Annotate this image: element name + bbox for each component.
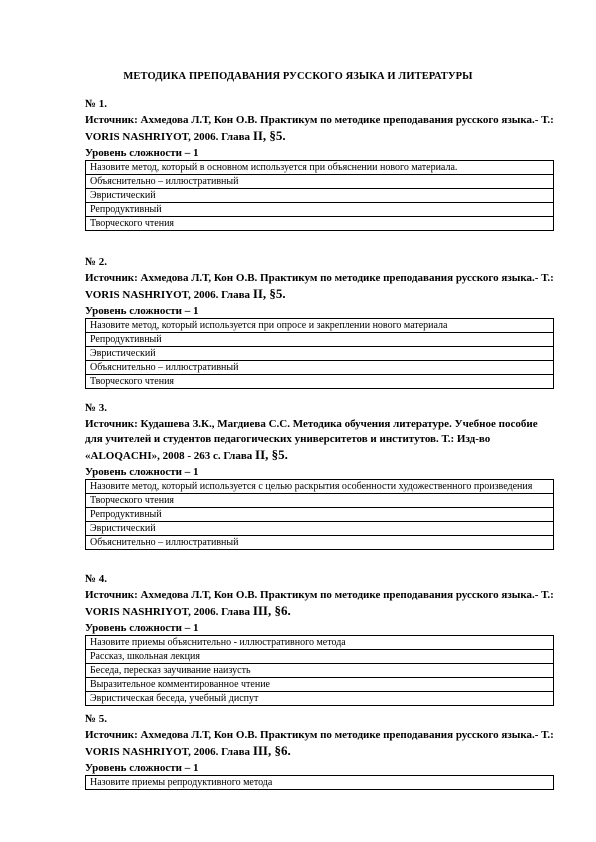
chapter-ref: III, §6. bbox=[252, 603, 291, 618]
answer-table bbox=[85, 635, 554, 706]
question-block-5 bbox=[85, 712, 555, 790]
answer-option[interactable]: Репродуктивный bbox=[86, 203, 554, 217]
question-text: Назовите приемы репродуктивного метода bbox=[86, 776, 554, 790]
chapter-ref: II, §5. bbox=[255, 447, 288, 462]
question-source: Источник: Ахмедова Л.Т, Кон О.В. Практикум по методике преподавания русского языка.- Т.: VORIS NASHRIYOT, 2006. Глава II, §5. bbox=[85, 272, 554, 301]
answer-option[interactable]: Репродуктивный bbox=[86, 508, 554, 522]
answer-option[interactable]: Объяснительно – иллюстративный bbox=[86, 536, 554, 550]
question-block-2 bbox=[85, 255, 555, 389]
answer-option[interactable]: Эвристическая беседа, учебный диспут bbox=[86, 692, 554, 706]
answer-option[interactable]: Эвристический bbox=[86, 347, 554, 361]
answer-option[interactable]: Репродуктивный bbox=[86, 333, 554, 347]
answer-option[interactable]: Эвристический bbox=[86, 522, 554, 536]
answer-table bbox=[85, 775, 554, 790]
question-text: Назовите метод, который используется с целью раскрытия особенности художественного произведения bbox=[86, 480, 554, 494]
question-source: Источник: Ахмедова Л.Т, Кон О.В. Практикум по методике преподавания русского языка.- Т.: VORIS NASHRIYOT, 2006. Глава III, §6. bbox=[85, 729, 554, 758]
question-source: Источник: Ахмедова Л.Т, Кон О.В. Практикум по методике преподавания русского языка.- Т.: VORIS NASHRIYOT, 2006. Глава II, §5. bbox=[85, 114, 554, 143]
answer-table bbox=[85, 479, 554, 550]
answer-table bbox=[85, 160, 554, 231]
difficulty-level: Уровень сложности – 1 bbox=[85, 622, 199, 634]
answer-option[interactable]: Творческого чтения bbox=[86, 375, 554, 389]
question-number: № 3. bbox=[85, 402, 108, 414]
answer-table bbox=[85, 318, 554, 389]
difficulty-level: Уровень сложности – 1 bbox=[85, 762, 199, 774]
answer-option[interactable]: Объяснительно – иллюстративный bbox=[86, 175, 554, 189]
question-block-3 bbox=[85, 401, 555, 550]
chapter-ref: III, §6. bbox=[252, 743, 291, 758]
question-number: № 5. bbox=[85, 713, 108, 725]
difficulty-level: Уровень сложности – 1 bbox=[85, 147, 199, 159]
difficulty-level: Уровень сложности – 1 bbox=[85, 466, 199, 478]
question-number: № 1. bbox=[85, 98, 108, 110]
answer-option[interactable]: Творческого чтения bbox=[86, 494, 554, 508]
question-source: Источник: Кудашева З.К., Магдиева С.С. Методика обучения литературе. Учебное пособие для учителей и студентов педагогических университетов и институтов. Т.: Изд-во «ALOQACHI», 2008 - 263 с. Глава II, §5. bbox=[85, 418, 538, 462]
question-block-1 bbox=[85, 97, 555, 231]
answer-option[interactable]: Беседа, пересказ заучивание наизусть bbox=[86, 664, 554, 678]
question-text: Назовите метод, который используется при опросе и закреплении нового материала bbox=[86, 319, 554, 333]
answer-option[interactable]: Рассказ, школьная лекция bbox=[86, 650, 554, 664]
question-number: № 2. bbox=[85, 256, 108, 268]
answer-option[interactable]: Выразительное комментированное чтение bbox=[86, 678, 554, 692]
chapter-ref: II, §5. bbox=[252, 128, 286, 143]
chapter-ref: II, §5. bbox=[252, 286, 286, 301]
question-block-4 bbox=[85, 572, 555, 706]
question-text: Назовите метод, который в основном используется при объяснении нового материала. bbox=[86, 161, 554, 175]
answer-option[interactable]: Эвристический bbox=[86, 189, 554, 203]
document-title: МЕТОДИКА ПРЕПОДАВАНИЯ РУССКОГО ЯЗЫКА И ЛИТЕРАТУРЫ bbox=[123, 71, 473, 82]
answer-option[interactable]: Творческого чтения bbox=[86, 217, 554, 231]
question-number: № 4. bbox=[85, 573, 108, 585]
question-text: Назовите приемы объяснительно - иллюстративного метода bbox=[86, 636, 554, 650]
difficulty-level: Уровень сложности – 1 bbox=[85, 305, 199, 317]
answer-option[interactable]: Объяснительно – иллюстративный bbox=[86, 361, 554, 375]
question-source: Источник: Ахмедова Л.Т, Кон О.В. Практикум по методике преподавания русского языка.- Т.: VORIS NASHRIYOT, 2006. Глава III, §6. bbox=[85, 589, 554, 618]
